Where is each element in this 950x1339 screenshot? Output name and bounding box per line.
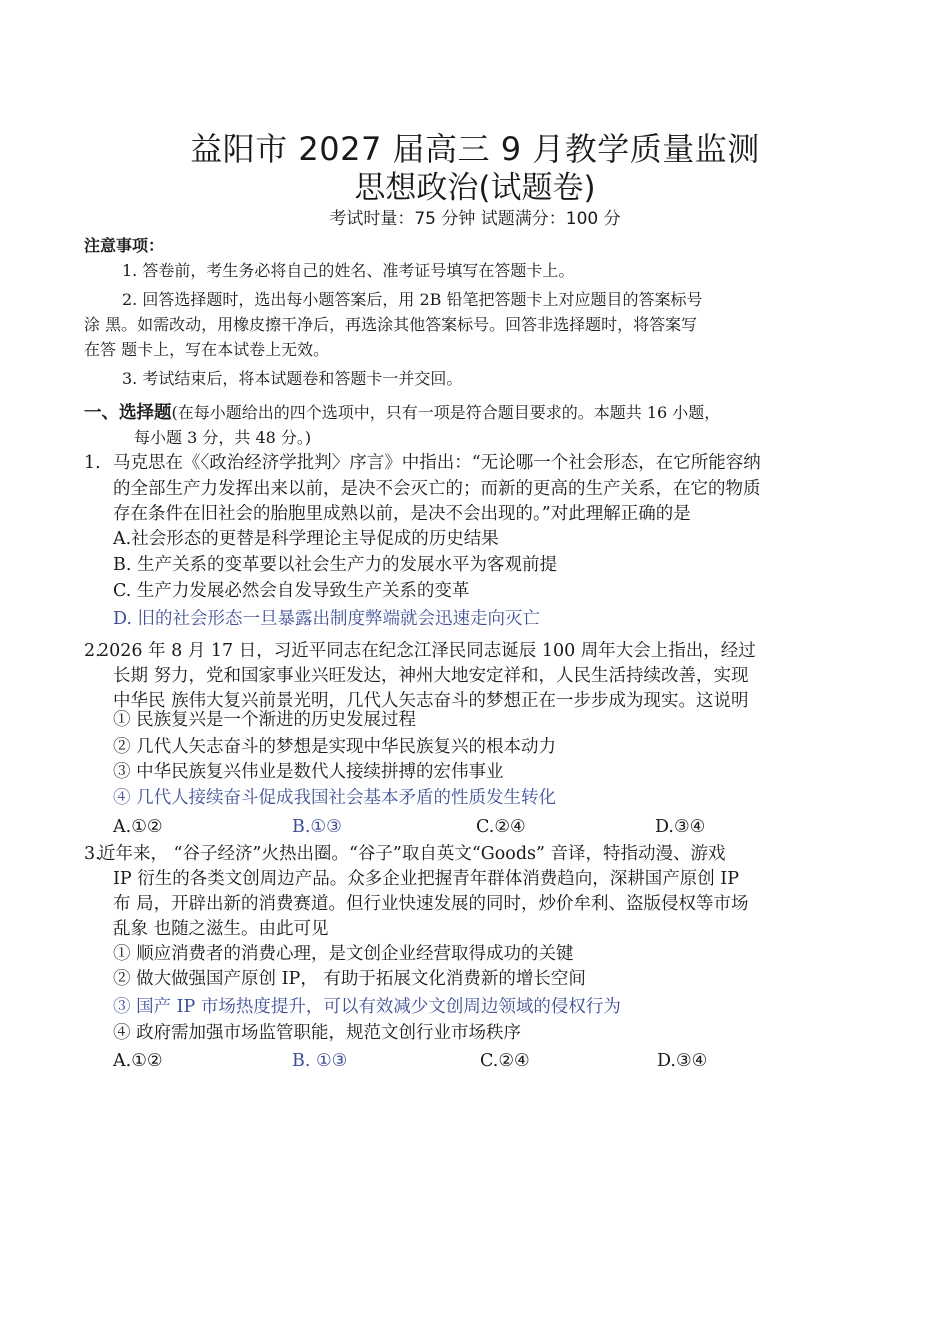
notice-item-1: 1. 答卷前，考生务必将自己的姓名、准考证号填写在答题卡上。: [122, 261, 575, 280]
section-heading: 一、选择题: [84, 403, 172, 423]
q2-choice-b: [292, 814, 342, 840]
q3-statement-3-text: ③ 国产 IP 市场热度提升，可以有效减少文创周边领域的侵权行为: [113, 997, 621, 1017]
section-desc-1: (在每小题给出的四个选项中，只有一项是符合题目要求的。本题共 16 小题，: [171, 403, 721, 422]
q1-line-3: 存在条件在旧社会的胎胞里成熟以前，是决不会出现的。”对此理解正确的是: [113, 504, 691, 524]
q2-statement-3: ③ 中华民族复兴伟业是数代人接续拼搏的宏伟事业: [113, 762, 504, 782]
q2-line-2: 长期 努力，党和国家事业兴旺发达，神州大地安定祥和，人民生活持续改善，实现: [113, 666, 749, 686]
notice-item-2-cont: 涂 黑。如需改动，用橡皮擦干净后，再选涂其他答案标号。回答非选择题时，将答案写: [84, 315, 698, 334]
q3-statement-4: ④ 政府需加强市场监管职能，规范文创行业市场秩序: [113, 1023, 522, 1043]
q2-choice-a: A.①②: [113, 817, 163, 837]
q1-option-d: D. 旧的社会形态一旦暴露出制度弊端就会迅速走向灭亡: [113, 609, 541, 629]
exam-title: 益阳市 2027 届高三 9 月教学质量监测: [190, 130, 760, 168]
q3-choice-b-text: B. ①③: [292, 1051, 348, 1071]
q1-option-b: B. 生产关系的变革要以社会生产力的发展水平为客观前提: [113, 555, 557, 575]
q1-line-2: 的全部生产力发挥出来以前，是决不会灭亡的；而新的更高的生产关系，在它的物质: [113, 479, 761, 499]
q2-choice-d: D.③④: [655, 817, 706, 837]
notice-heading: 注意事项：: [84, 236, 165, 255]
q2-line-3: 中华民 族伟大复兴前景光明，几代人矢志奋斗的梦想正在一步步成为现实。这说明: [113, 691, 749, 711]
q3-choice-b: [292, 1048, 347, 1074]
q3-choice-c: C.②④: [480, 1051, 530, 1071]
q3-statement-3: [113, 994, 621, 1020]
q1-number: 1.: [84, 453, 101, 473]
exam-info: 考试时量：75 分钟 试题满分：100 分: [329, 209, 621, 229]
q2-statement-1: ① 民族复兴是一个渐进的历史发展过程: [113, 710, 417, 730]
q2-number: 2.: [84, 641, 101, 661]
q3-line-4: 乱象 也随之滋生。由此可见: [113, 919, 329, 939]
notice-item-3: 3. 考试结束后，将本试题卷和答题卡一并交回。: [122, 369, 463, 388]
section-heading-line: [84, 400, 720, 426]
q1-line-1: 马克思在《〈政治经济学批判〉序言》中指出：“无论哪一个社会形态，在它所能容纳: [113, 453, 761, 473]
q3-line-2: IP 衍生的各类文创周边产品。众多企业把握青年群体消费趋向，深耕国产原创 IP: [113, 869, 739, 889]
q3-choice-a: A.①②: [113, 1051, 163, 1071]
q3-line-3: 布 局，开辟出新的消费赛道。但行业快速发展的同时，炒价牟利、盗版侵权等市场: [113, 894, 749, 914]
q2-line-1: 2026 年 8 月 17 日，习近平同志在纪念江泽民同志诞辰 100 周年大会上指出，经过: [98, 641, 756, 661]
notice-item-2: 2. 回答选择题时，选出每小题答案后，用 2B 铅笔把答题卡上对应题目的答案标号: [122, 290, 703, 309]
q2-choice-b-text: B.①③: [292, 817, 342, 837]
exam-subtitle: 思想政治(试题卷): [354, 170, 596, 206]
q2-statement-2: ② 几代人矢志奋斗的梦想是实现中华民族复兴的根本动力: [113, 737, 557, 757]
q3-statement-2: ② 做大做强国产原创 IP， 有助于拓展文化消费新的增长空间: [113, 969, 586, 989]
q3-line-1: 近年来， “谷子经济”火热出圈。“谷子”取自英文“Goods” 音译，特指动漫、游戏: [98, 844, 726, 864]
q3-statement-1: ① 顺应消费者的消费心理，是文创企业经营取得成功的关键: [113, 944, 574, 964]
q2-choice-c: C.②④: [476, 817, 526, 837]
q1-option-a: A.社会形态的更替是科学理论主导促成的历史结果: [113, 529, 499, 549]
notice-item-2-cont2: 在答 题卡上，写在本试卷上无效。: [84, 340, 330, 359]
q3-choice-d: D.③④: [657, 1051, 708, 1071]
q1-option-c: C. 生产力发展必然会自发导致生产关系的变革: [113, 581, 470, 601]
section-desc-2: 每小题 3 分，共 48 分。): [134, 428, 312, 447]
q3-number: 3.: [84, 844, 101, 864]
q2-statement-4: ④ 几代人接续奋斗促成我国社会基本矛盾的性质发生转化: [113, 788, 557, 808]
